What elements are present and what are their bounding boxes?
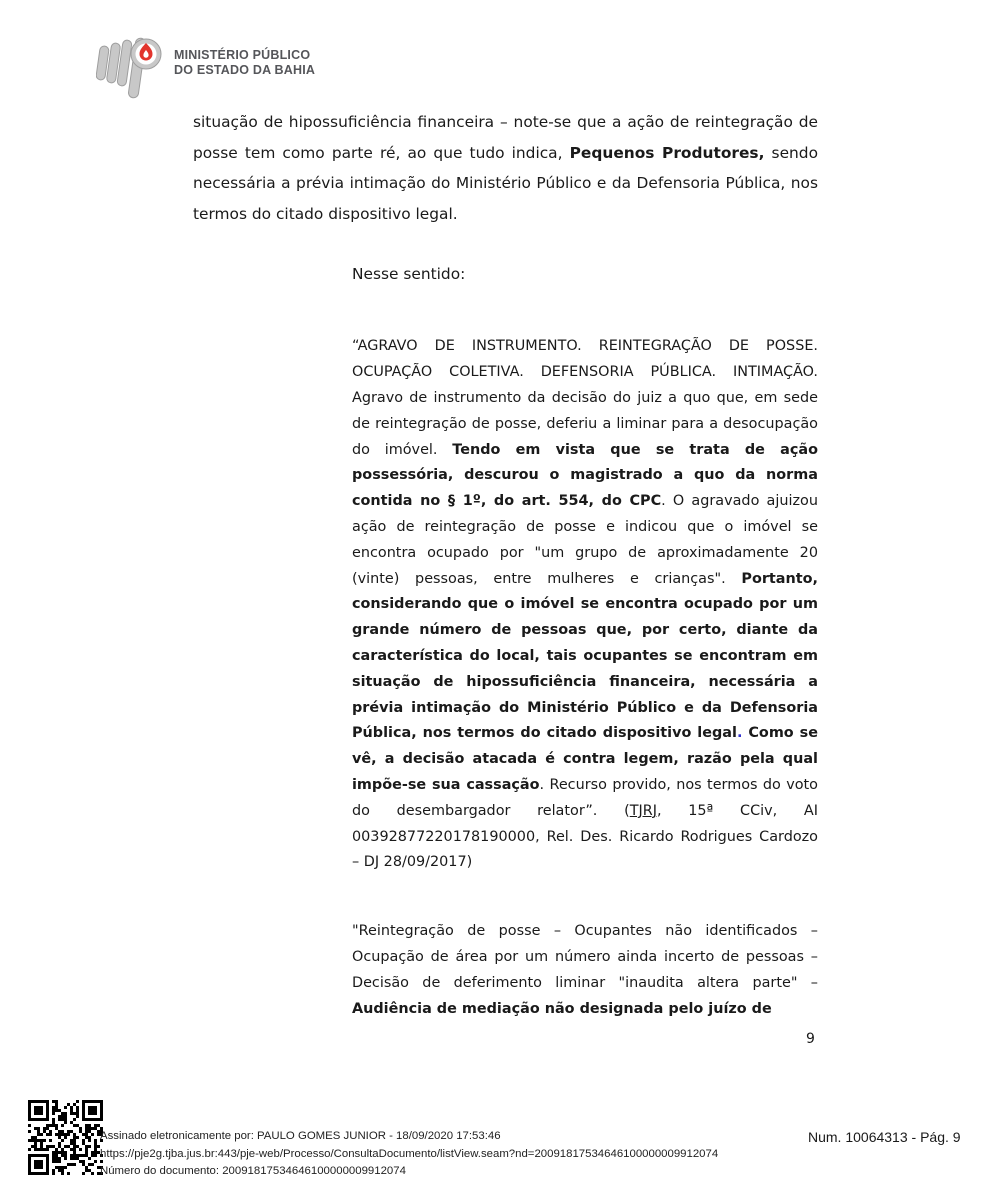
org-name-line2: DO ESTADO DA BAHIA — [174, 63, 316, 77]
quote-agravo-tjrj: “AGRAVO DE INSTRUMENTO. REINTEGRAÇÃO DE POSSE. OCUPAÇÃO COLETIVA. DEFENSORIA PÚBLICA. INTIMAÇÃO. Agravo de instrumento da decisão do juiz a quo que, em sede de reintegração de posse, deferiu a liminar para a desocupação do imóvel. Tendo em vista que se trata de ação possessória, descurou o magistrado a quo da norma contida no § 1º, do art. 554, do CPC. O agravado ajuizou ação de reintegração de posse e indicou que o imóvel se encontra ocupado por "um grupo de aproximadamente 20 (vinte) pessoas, entre mulheres e crianças". Portanto, considerando que o imóvel se encontra ocupado por um grande número de pessoas que, por certo, diante da característica do local, tais ocupantes se encontram em situação de hipossuficiência financeira, necessária a prévia intimação do Ministério Público e da Defensoria Pública, nos termos do citado dispositivo legal. Como se vê, a decisão atacada é contra legem, razão pela qual impõe-se sua cassação. Recurso provido, nos termos do voto do desembargador relator”. (TJRJ, 15ª CCiv, AI 00392877220178190000, Rel. Des. Ricardo Rodrigues Cardozo – DJ 28/09/2017) — [352, 338, 819, 871]
signature-line: Assinado eletronicamente por: PAULO GOMES JUNIOR - 18/09/2020 17:53:46 — [100, 1130, 501, 1142]
org-name-line1: MINISTÉRIO PÚBLICO — [174, 48, 311, 62]
quote-reintegracao-posse: "Reintegração de posse – Ocupantes não identificados – Ocupação de área por um número ainda incerto de pessoas – Decisão de deferimento liminar "inaudita altera parte" – Audiência de mediação não designada pelo juízo de — [352, 923, 818, 1017]
paragraph-hipossuficiencia: situação de hipossuficiência financeira – note-se que a ação de reintegração de posse tem como parte ré, ao que tudo indica, Pequenos Produtores, sendo necessária a prévia intimação do Ministério Público e da Defensoria Pública, nos termos do citado dispositivo legal. — [193, 113, 818, 223]
lead-in-nesse-sentido: Nesse sentido: — [352, 265, 466, 284]
document-body — [193, 107, 818, 1022]
org-name — [174, 48, 315, 78]
signature-block — [100, 1128, 718, 1181]
header-logo — [96, 30, 315, 102]
document-number: Número do documento: 20091817534646100000009912074 — [100, 1165, 406, 1178]
document-url: https://pje2g.tjba.jus.br:443/pje-web/Processo/ConsultaDocumento/listView.seam?nd=20091817534646100000009912074 — [100, 1147, 719, 1160]
mp-bahia-logo-icon — [96, 30, 164, 102]
document-ref: Num. 10064313 - Pág. 9 — [808, 1129, 961, 1145]
qr-code-icon — [28, 1100, 103, 1175]
page-number: 9 — [806, 1031, 815, 1047]
